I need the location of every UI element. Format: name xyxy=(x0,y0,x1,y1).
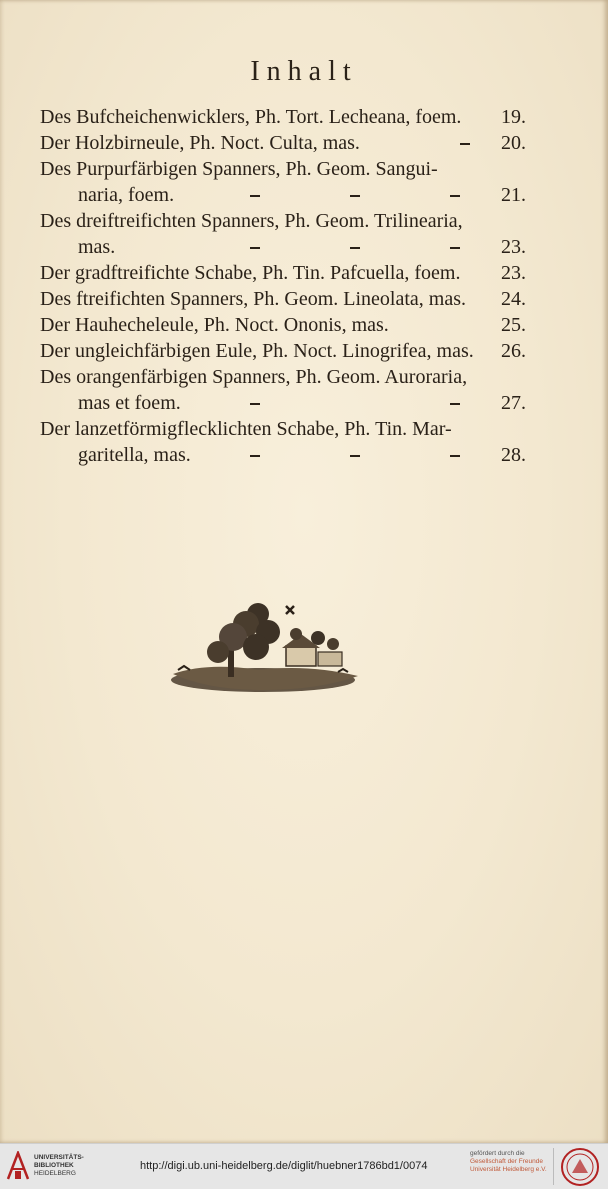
toc-entry xyxy=(40,182,528,208)
toc-page-number: 27. xyxy=(501,392,526,414)
leader-dash xyxy=(250,247,260,249)
toc-entry-text: mas. xyxy=(78,236,116,258)
toc-entry-text: Der Holzbirneule, Ph. Noct. Culta, mas. xyxy=(40,132,360,154)
leader-dash xyxy=(350,195,360,197)
toc-page-number: 23. xyxy=(501,236,526,258)
toc-entry-text: Der gradftreifichte Schabe, Ph. Tin. Pafcuella, foem. xyxy=(40,262,461,284)
permalink-url[interactable]: http://digi.ub.uni-heidelberg.de/diglit/huebner1786bd1/0074 xyxy=(140,1160,428,1172)
toc-page-number: 23. xyxy=(501,262,526,284)
library-footer xyxy=(0,1143,608,1189)
toc-entry xyxy=(40,208,528,234)
toc-page-number: 24. xyxy=(501,288,526,310)
toc-entry-text: Der ungleichfärbigen Eule, Ph. Noct. Linogrifea, mas. xyxy=(40,340,474,362)
toc-entry-text: Der Hauhecheleule, Ph. Noct. Ononis, mas. xyxy=(40,314,389,336)
toc-entry-text: Des ftreifichten Spanners, Ph. Geom. Lineolata, mas. xyxy=(40,288,466,310)
toc-entry xyxy=(40,312,528,338)
toc-entry xyxy=(40,416,528,442)
page-title: Inhalt xyxy=(250,56,358,87)
leader-dash xyxy=(450,403,460,405)
toc-entry xyxy=(40,260,528,286)
leader-dashes xyxy=(250,234,460,249)
toc-page-number: 20. xyxy=(501,132,526,154)
toc-page-number: 26. xyxy=(501,340,526,362)
toc-entry xyxy=(40,442,528,468)
toc-entry-text: Des Purpurfärbigen Spanners, Ph. Geom. Sangui- xyxy=(40,158,438,180)
sponsor-credit: gefördert durch die Gesellschaft der Freunde Universität Heidelberg e.V. xyxy=(470,1150,547,1173)
leader-dash xyxy=(450,247,460,249)
toc-page-number: 19. xyxy=(501,106,526,128)
toc-entry-text: Des dreiftreifichten Spanners, Ph. Geom. Trilinearia, xyxy=(40,210,463,232)
toc-entry-text: garitella, mas. xyxy=(78,444,191,466)
toc-page-number: 28. xyxy=(501,444,526,466)
toc-entry xyxy=(40,130,528,156)
toc-entry-text: Des Bufcheichenwicklers, Ph. Tort. Lecheana, foem. xyxy=(40,106,462,128)
leader-dashes xyxy=(250,442,460,457)
library-name: UNIVERSITÄTS- BIBLIOTHEK HEIDELBERG xyxy=(34,1154,84,1177)
university-library-logo-icon xyxy=(6,1151,30,1181)
toc-entry-text: mas et foem. xyxy=(78,392,181,414)
leader-dash xyxy=(460,143,470,145)
leader-dash xyxy=(350,247,360,249)
toc-entry-text: naria, foem. xyxy=(78,184,175,206)
landscape-vignette-icon xyxy=(168,592,363,702)
toc-entry xyxy=(40,104,528,130)
toc-page-number: 21. xyxy=(501,184,526,206)
footer-divider xyxy=(553,1148,554,1185)
toc-entry xyxy=(40,364,528,390)
toc-entry-text: Der lanzetförmigflecklichten Schabe, Ph. Tin. Mar- xyxy=(40,418,452,440)
toc-entry-text: Des orangenfärbigen Spanners, Ph. Geom. Auroraria, xyxy=(40,366,468,388)
leader-dash xyxy=(450,455,460,457)
toc-entry xyxy=(40,338,528,364)
table-of-contents xyxy=(40,104,528,468)
toc-entry xyxy=(40,286,528,312)
toc-entry xyxy=(40,234,528,260)
toc-entry xyxy=(40,156,528,182)
leader-dash xyxy=(250,195,260,197)
toc-page-number: 25. xyxy=(501,314,526,336)
toc-entry xyxy=(40,390,528,416)
leader-dash xyxy=(450,195,460,197)
society-seal-icon xyxy=(560,1147,600,1187)
leader-dashes xyxy=(250,182,460,197)
leader-dash xyxy=(250,403,260,405)
leader-dashes xyxy=(380,130,470,145)
leader-dash xyxy=(250,455,260,457)
leader-dashes xyxy=(250,390,460,405)
leader-dash xyxy=(350,455,360,457)
